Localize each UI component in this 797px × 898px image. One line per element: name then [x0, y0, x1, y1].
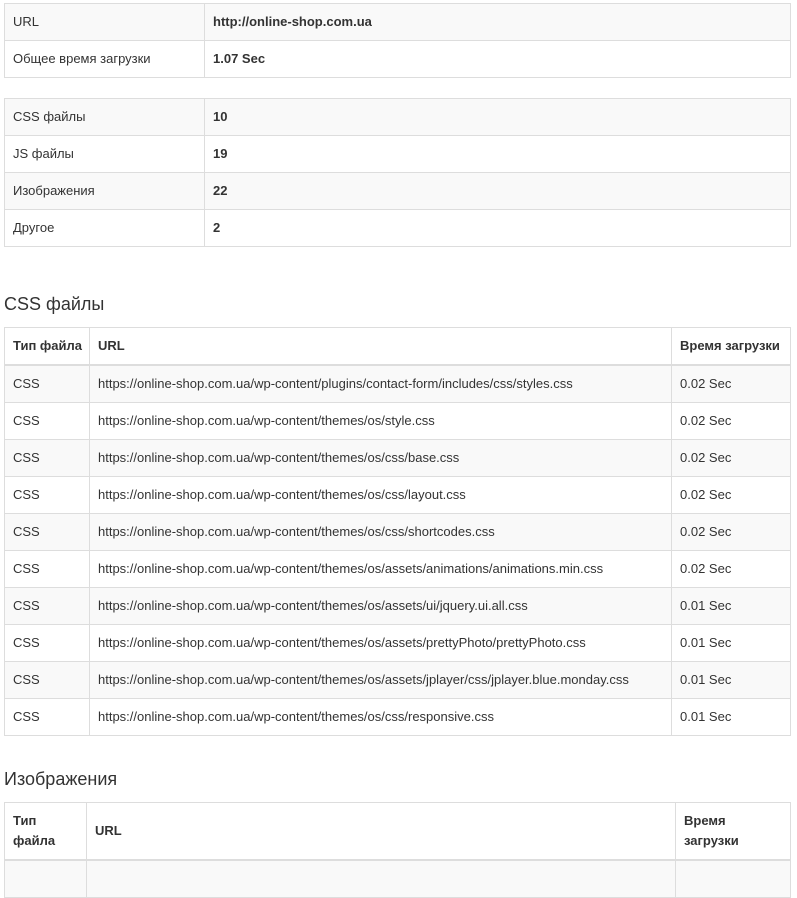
- cell-url[interactable]: https://online-shop.com.ua/wp-content/themes/os/css/responsive.css: [90, 699, 672, 736]
- load-time-value: 1.07 Sec: [205, 41, 791, 78]
- cell-time: 0.01 Sec: [672, 588, 791, 625]
- url-value: http://online-shop.com.ua: [205, 4, 791, 41]
- summary-table: [4, 3, 791, 78]
- cell-type: CSS: [5, 477, 90, 514]
- spacer: [4, 317, 791, 327]
- cell-time: 0.02 Sec: [672, 477, 791, 514]
- load-time-label: Общее время загрузки: [5, 41, 205, 78]
- table-row: [5, 699, 791, 736]
- table-row: [5, 365, 791, 403]
- cell-type: CSS: [5, 588, 90, 625]
- table-row: [5, 477, 791, 514]
- column-header-time: Время загрузки: [676, 803, 791, 861]
- count-row-js: [5, 136, 791, 173]
- count-row-images: [5, 173, 791, 210]
- cell-url[interactable]: https://online-shop.com.ua/wp-content/plugins/contact-form/includes/css/styles.css: [90, 365, 672, 403]
- cell-url[interactable]: https://online-shop.com.ua/wp-content/themes/os/style.css: [90, 403, 672, 440]
- cell-time: 0.01 Sec: [672, 662, 791, 699]
- table-row: [5, 662, 791, 699]
- table-row: [5, 514, 791, 551]
- cell-url: [87, 860, 676, 898]
- count-label: Изображения: [5, 173, 205, 210]
- cell-url[interactable]: https://online-shop.com.ua/wp-content/themes/os/css/base.css: [90, 440, 672, 477]
- count-value: 19: [205, 136, 791, 173]
- cell-url[interactable]: https://online-shop.com.ua/wp-content/themes/os/css/shortcodes.css: [90, 514, 672, 551]
- table-header-row: [5, 803, 791, 861]
- summary-row-load-time: [5, 41, 791, 78]
- cell-time: 0.02 Sec: [672, 440, 791, 477]
- images-section-title: Изображения: [4, 769, 118, 789]
- count-row-css: [5, 99, 791, 136]
- count-value: 2: [205, 210, 791, 247]
- cell-type: CSS: [5, 365, 90, 403]
- count-label: JS файлы: [5, 136, 205, 173]
- cell-type: CSS: [5, 625, 90, 662]
- cell-type: CSS: [5, 514, 90, 551]
- cell-url[interactable]: https://online-shop.com.ua/wp-content/themes/os/css/layout.css: [90, 477, 672, 514]
- spacer: [4, 792, 791, 802]
- count-value: 10: [205, 99, 791, 136]
- table-header-row: [5, 328, 791, 366]
- table-row: [5, 403, 791, 440]
- cell-time: 0.02 Sec: [672, 514, 791, 551]
- cell-type: CSS: [5, 662, 90, 699]
- spacer: [4, 78, 791, 98]
- cell-time: 0.01 Sec: [672, 625, 791, 662]
- cell-type: [5, 860, 87, 898]
- table-row: [5, 860, 791, 898]
- count-label: CSS файлы: [5, 99, 205, 136]
- report-container: [4, 3, 791, 898]
- column-header-type: Тип файла: [5, 328, 90, 366]
- table-row: [5, 440, 791, 477]
- column-header-url: URL: [90, 328, 672, 366]
- cell-type: CSS: [5, 551, 90, 588]
- count-value: 22: [205, 173, 791, 210]
- cell-type: CSS: [5, 699, 90, 736]
- images-table: [4, 802, 791, 898]
- cell-url[interactable]: https://online-shop.com.ua/wp-content/themes/os/assets/prettyPhoto/prettyPhoto.css: [90, 625, 672, 662]
- cell-type: CSS: [5, 403, 90, 440]
- css-files-table: [4, 327, 791, 736]
- cell-url[interactable]: https://online-shop.com.ua/wp-content/themes/os/assets/jplayer/css/jplayer.blue.monday.css: [90, 662, 672, 699]
- cell-url[interactable]: https://online-shop.com.ua/wp-content/themes/os/assets/ui/jquery.ui.all.css: [90, 588, 672, 625]
- table-row: [5, 588, 791, 625]
- cell-time: 0.02 Sec: [672, 403, 791, 440]
- cell-time: 0.02 Sec: [672, 365, 791, 403]
- cell-url[interactable]: https://online-shop.com.ua/wp-content/themes/os/assets/animations/animations.min.css: [90, 551, 672, 588]
- counts-table: [4, 98, 791, 247]
- count-label: Другое: [5, 210, 205, 247]
- cell-time: 0.02 Sec: [672, 551, 791, 588]
- count-row-other: [5, 210, 791, 247]
- column-header-url: URL: [87, 803, 676, 861]
- url-label: URL: [5, 4, 205, 41]
- table-row: [5, 625, 791, 662]
- column-header-type: Тип файла: [5, 803, 87, 861]
- cell-time: 0.01 Sec: [672, 699, 791, 736]
- spacer: [4, 247, 791, 291]
- cell-time: [676, 860, 791, 898]
- css-section-title: CSS файлы: [4, 294, 105, 314]
- spacer: [4, 736, 791, 766]
- cell-type: CSS: [5, 440, 90, 477]
- summary-row-url: [5, 4, 791, 41]
- table-row: [5, 551, 791, 588]
- column-header-time: Время загрузки: [672, 328, 791, 366]
